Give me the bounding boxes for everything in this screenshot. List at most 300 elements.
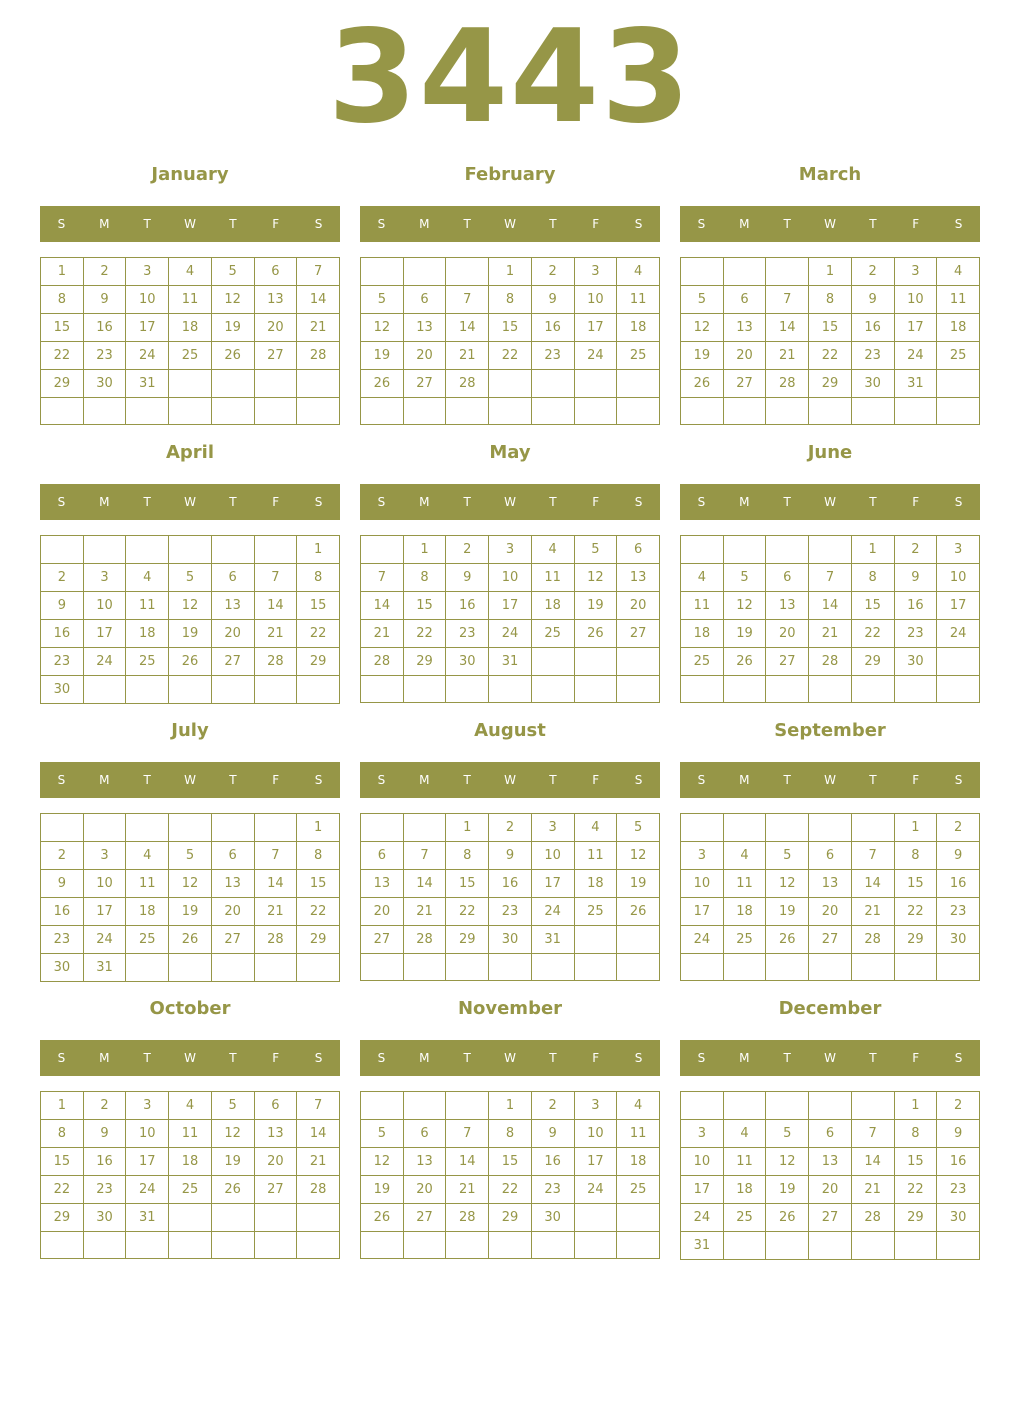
empty-cell [574, 954, 617, 981]
weekday-label: S [377, 773, 386, 787]
weekday-label: S [954, 217, 963, 231]
month-title: August [474, 720, 546, 741]
weekday-header [40, 484, 340, 520]
day-cell: 17 [894, 314, 937, 342]
empty-cell [254, 954, 297, 982]
empty-cell [403, 258, 446, 286]
day-cell: 22 [489, 342, 532, 370]
day-cell: 6 [809, 842, 852, 870]
empty-cell [574, 1204, 617, 1232]
weekday-label: M [99, 773, 110, 787]
day-cell: 2 [531, 1092, 574, 1120]
day-cell: 22 [894, 898, 937, 926]
empty-cell [361, 1092, 404, 1120]
weekday-label: W [184, 217, 196, 231]
weekday-label: F [272, 773, 280, 787]
day-cell: 15 [41, 314, 84, 342]
day-cell: 21 [446, 1176, 489, 1204]
day-cell: 19 [766, 1176, 809, 1204]
day-cell: 2 [489, 814, 532, 842]
week-row [41, 564, 340, 592]
weekday-label: S [314, 1051, 323, 1065]
day-cell: 14 [851, 1148, 894, 1176]
empty-cell [617, 926, 660, 954]
day-cell: 9 [446, 564, 489, 592]
empty-cell [617, 954, 660, 981]
day-cell: 6 [617, 536, 660, 564]
empty-cell [169, 1204, 212, 1232]
day-cell: 12 [169, 592, 212, 620]
week-row [361, 1204, 660, 1232]
week-row [361, 314, 660, 342]
day-cell: 11 [723, 1148, 766, 1176]
empty-cell [937, 1232, 980, 1260]
day-cell: 29 [894, 926, 937, 954]
week-row [681, 592, 980, 620]
day-cell: 25 [723, 1204, 766, 1232]
day-cell: 20 [211, 898, 254, 926]
empty-cell [169, 370, 212, 398]
weekday-header [360, 762, 660, 798]
day-cell: 16 [937, 870, 980, 898]
day-cell: 20 [617, 592, 660, 620]
weekday-label: S [377, 217, 386, 231]
day-cell: 15 [489, 314, 532, 342]
day-cell: 23 [937, 1176, 980, 1204]
empty-cell [297, 954, 340, 982]
empty-cell [723, 814, 766, 842]
week-row [41, 842, 340, 870]
day-cell: 7 [851, 842, 894, 870]
week-row [361, 564, 660, 592]
week-row [681, 258, 980, 286]
week-row [361, 620, 660, 648]
day-cell: 7 [361, 564, 404, 592]
week-row [41, 592, 340, 620]
weekday-label: T [143, 217, 151, 231]
day-cell: 7 [254, 564, 297, 592]
day-cell: 21 [403, 898, 446, 926]
empty-cell [41, 814, 84, 842]
day-cell: 10 [83, 870, 126, 898]
day-cell: 25 [723, 926, 766, 954]
empty-cell [361, 954, 404, 981]
empty-cell [403, 1092, 446, 1120]
day-cell: 12 [169, 870, 212, 898]
month-title: November [457, 998, 563, 1019]
day-cell: 1 [894, 814, 937, 842]
day-cell: 13 [403, 314, 446, 342]
day-cell: 12 [766, 870, 809, 898]
weekday-label: M [739, 1051, 750, 1065]
day-cell: 18 [723, 1176, 766, 1204]
day-cell: 3 [126, 258, 169, 286]
weekday-label: S [697, 1051, 706, 1065]
day-cell: 18 [126, 620, 169, 648]
empty-cell [489, 1232, 532, 1259]
empty-cell [361, 676, 404, 703]
empty-cell [937, 648, 980, 676]
day-cell: 27 [254, 1176, 297, 1204]
day-cell: 15 [41, 1148, 84, 1176]
day-cell: 12 [723, 592, 766, 620]
day-cell: 19 [361, 342, 404, 370]
day-cell: 18 [937, 314, 980, 342]
day-cell: 9 [937, 842, 980, 870]
day-cell: 26 [211, 342, 254, 370]
empty-cell [574, 926, 617, 954]
weekday-label: S [634, 1051, 643, 1065]
day-cell: 11 [617, 1120, 660, 1148]
day-cell: 1 [809, 258, 852, 286]
empty-cell [403, 398, 446, 425]
day-cell: 27 [361, 926, 404, 954]
day-cell: 1 [851, 536, 894, 564]
empty-cell [254, 398, 297, 425]
day-cell: 31 [126, 1204, 169, 1232]
empty-cell [169, 954, 212, 982]
day-cell: 16 [446, 592, 489, 620]
day-cell: 16 [531, 314, 574, 342]
day-cell: 4 [681, 564, 724, 592]
week-row [361, 926, 660, 954]
weekday-header [40, 206, 340, 242]
day-cell: 4 [574, 814, 617, 842]
day-cell: 13 [766, 592, 809, 620]
day-cell: 22 [851, 620, 894, 648]
day-cell: 28 [766, 370, 809, 398]
day-cell: 30 [531, 1204, 574, 1232]
day-cell: 8 [297, 842, 340, 870]
day-cell: 1 [446, 814, 489, 842]
day-cell: 12 [361, 314, 404, 342]
day-cell: 29 [403, 648, 446, 676]
week-row [41, 1204, 340, 1232]
empty-cell [766, 1092, 809, 1120]
week-row [361, 1232, 660, 1259]
day-cell: 24 [531, 898, 574, 926]
day-cell: 21 [361, 620, 404, 648]
weekday-label: T [229, 217, 237, 231]
day-cell: 14 [361, 592, 404, 620]
day-cell: 27 [403, 370, 446, 398]
empty-cell [617, 676, 660, 703]
week-row [361, 342, 660, 370]
day-cell: 23 [894, 620, 937, 648]
weekday-label: F [272, 1051, 280, 1065]
weekday-label: T [463, 217, 471, 231]
day-cell: 21 [254, 898, 297, 926]
day-cell: 17 [574, 314, 617, 342]
day-cell: 27 [617, 620, 660, 648]
weekday-label: S [57, 773, 66, 787]
weekday-label: F [912, 773, 920, 787]
weekday-label: S [697, 773, 706, 787]
week-row [681, 342, 980, 370]
weekday-label: F [592, 1051, 600, 1065]
day-cell: 1 [297, 536, 340, 564]
empty-cell [851, 398, 894, 425]
day-cell: 19 [723, 620, 766, 648]
day-cell: 8 [297, 564, 340, 592]
day-cell: 29 [851, 648, 894, 676]
weekday-label: S [57, 1051, 66, 1065]
empty-cell [83, 814, 126, 842]
day-cell: 30 [937, 1204, 980, 1232]
day-cell: 16 [489, 870, 532, 898]
day-cell: 28 [851, 1204, 894, 1232]
day-cell: 19 [211, 314, 254, 342]
weekday-label: W [504, 217, 516, 231]
day-cell: 19 [169, 898, 212, 926]
day-cell: 16 [937, 1148, 980, 1176]
empty-cell [681, 676, 724, 703]
month-title: September [774, 720, 886, 741]
day-cell: 15 [403, 592, 446, 620]
month-title: December [778, 998, 882, 1019]
day-cell: 14 [297, 1120, 340, 1148]
empty-cell [937, 676, 980, 703]
day-cell: 24 [681, 1204, 724, 1232]
week-row [361, 1092, 660, 1120]
day-cell: 12 [681, 314, 724, 342]
empty-cell [531, 1232, 574, 1259]
empty-cell [126, 954, 169, 982]
day-cell: 26 [766, 1204, 809, 1232]
day-cell: 13 [617, 564, 660, 592]
day-cell: 17 [126, 314, 169, 342]
empty-cell [446, 676, 489, 703]
month-title: March [798, 164, 862, 185]
empty-cell [83, 676, 126, 704]
empty-cell [766, 954, 809, 981]
empty-cell [361, 536, 404, 564]
day-cell: 22 [297, 898, 340, 926]
week-row [361, 398, 660, 425]
empty-cell [361, 1232, 404, 1259]
week-row [681, 536, 980, 564]
day-cell: 26 [723, 648, 766, 676]
empty-cell [531, 676, 574, 703]
empty-cell [851, 676, 894, 703]
weekday-header [680, 762, 980, 798]
day-grid [680, 257, 980, 425]
day-cell: 8 [446, 842, 489, 870]
day-cell: 9 [83, 286, 126, 314]
day-cell: 2 [41, 564, 84, 592]
weekday-label: S [377, 1051, 386, 1065]
day-cell: 24 [83, 648, 126, 676]
day-cell: 31 [894, 370, 937, 398]
day-cell: 19 [766, 898, 809, 926]
day-cell: 11 [723, 870, 766, 898]
weekday-header [360, 206, 660, 242]
day-cell: 7 [809, 564, 852, 592]
day-cell: 2 [851, 258, 894, 286]
weekday-label: F [592, 217, 600, 231]
day-cell: 24 [489, 620, 532, 648]
day-cell: 15 [894, 1148, 937, 1176]
empty-cell [211, 370, 254, 398]
day-cell: 23 [937, 898, 980, 926]
weekday-label: W [824, 773, 836, 787]
day-cell: 15 [297, 870, 340, 898]
empty-cell [126, 676, 169, 704]
weekday-label: S [697, 217, 706, 231]
day-cell: 3 [937, 536, 980, 564]
week-row [41, 370, 340, 398]
weekday-label: S [634, 773, 643, 787]
empty-cell [403, 814, 446, 842]
day-cell: 13 [211, 870, 254, 898]
day-cell: 30 [937, 926, 980, 954]
day-cell: 15 [446, 870, 489, 898]
day-cell: 9 [531, 286, 574, 314]
empty-cell [809, 536, 852, 564]
empty-cell [531, 370, 574, 398]
day-cell: 8 [41, 286, 84, 314]
day-cell: 28 [809, 648, 852, 676]
day-cell: 17 [937, 592, 980, 620]
day-cell: 29 [489, 1204, 532, 1232]
day-cell: 24 [126, 1176, 169, 1204]
day-cell: 15 [809, 314, 852, 342]
day-cell: 25 [531, 620, 574, 648]
empty-cell [211, 536, 254, 564]
day-cell: 1 [489, 258, 532, 286]
day-cell: 28 [851, 926, 894, 954]
day-grid [360, 535, 660, 703]
day-cell: 31 [126, 370, 169, 398]
day-cell: 9 [41, 870, 84, 898]
week-row [361, 870, 660, 898]
day-cell: 4 [169, 258, 212, 286]
empty-cell [169, 676, 212, 704]
day-cell: 14 [254, 592, 297, 620]
week-row [681, 926, 980, 954]
day-cell: 5 [169, 564, 212, 592]
weekday-label: W [184, 495, 196, 509]
week-row [361, 1120, 660, 1148]
day-cell: 22 [446, 898, 489, 926]
empty-cell [446, 1092, 489, 1120]
empty-cell [489, 676, 532, 703]
day-cell: 13 [254, 286, 297, 314]
day-cell: 28 [446, 1204, 489, 1232]
day-cell: 18 [169, 1148, 212, 1176]
day-cell: 5 [361, 286, 404, 314]
day-cell: 28 [254, 648, 297, 676]
day-cell: 17 [83, 620, 126, 648]
week-row [681, 1092, 980, 1120]
day-cell: 16 [83, 1148, 126, 1176]
week-row [41, 1120, 340, 1148]
weekday-label: F [912, 495, 920, 509]
week-row [361, 536, 660, 564]
day-cell: 5 [211, 258, 254, 286]
weekday-header [680, 1040, 980, 1076]
day-cell: 5 [574, 536, 617, 564]
week-row [41, 314, 340, 342]
week-row [41, 814, 340, 842]
day-cell: 20 [809, 898, 852, 926]
day-cell: 11 [126, 870, 169, 898]
week-row [361, 1148, 660, 1176]
day-cell: 3 [83, 842, 126, 870]
empty-cell [83, 536, 126, 564]
weekday-label: F [592, 495, 600, 509]
empty-cell [83, 398, 126, 425]
weekday-label: T [783, 773, 791, 787]
day-cell: 23 [489, 898, 532, 926]
empty-cell [574, 398, 617, 425]
weekday-header [40, 1040, 340, 1076]
day-cell: 12 [211, 1120, 254, 1148]
day-cell: 27 [211, 926, 254, 954]
weekday-label: T [143, 773, 151, 787]
week-row [41, 286, 340, 314]
day-cell: 28 [446, 370, 489, 398]
day-grid [680, 1091, 980, 1260]
day-cell: 16 [531, 1148, 574, 1176]
day-grid [40, 1091, 340, 1259]
day-cell: 17 [126, 1148, 169, 1176]
empty-cell [937, 954, 980, 981]
day-cell: 6 [211, 842, 254, 870]
day-cell: 2 [41, 842, 84, 870]
empty-cell [126, 1232, 169, 1259]
day-cell: 5 [723, 564, 766, 592]
weekday-label: T [549, 217, 557, 231]
empty-cell [531, 648, 574, 676]
day-cell: 3 [681, 842, 724, 870]
day-cell: 15 [489, 1148, 532, 1176]
empty-cell [254, 370, 297, 398]
day-cell: 3 [126, 1092, 169, 1120]
day-cell: 21 [766, 342, 809, 370]
empty-cell [723, 676, 766, 703]
day-cell: 4 [723, 842, 766, 870]
weekday-label: S [954, 495, 963, 509]
day-cell: 23 [83, 342, 126, 370]
day-cell: 10 [83, 592, 126, 620]
day-cell: 19 [617, 870, 660, 898]
day-cell: 25 [169, 342, 212, 370]
day-cell: 7 [446, 1120, 489, 1148]
day-grid [360, 257, 660, 425]
day-cell: 6 [361, 842, 404, 870]
day-cell: 5 [211, 1092, 254, 1120]
week-row [681, 620, 980, 648]
empty-cell [809, 814, 852, 842]
empty-cell [766, 1232, 809, 1260]
weekday-label: T [143, 495, 151, 509]
day-cell: 3 [531, 814, 574, 842]
day-cell: 7 [766, 286, 809, 314]
day-cell: 1 [297, 814, 340, 842]
day-cell: 13 [211, 592, 254, 620]
weekday-label: M [739, 773, 750, 787]
empty-cell [126, 814, 169, 842]
day-cell: 31 [83, 954, 126, 982]
day-cell: 10 [126, 1120, 169, 1148]
day-cell: 10 [574, 286, 617, 314]
day-cell: 4 [617, 1092, 660, 1120]
weekday-header [360, 1040, 660, 1076]
day-cell: 30 [83, 1204, 126, 1232]
day-cell: 21 [809, 620, 852, 648]
week-row [361, 1176, 660, 1204]
